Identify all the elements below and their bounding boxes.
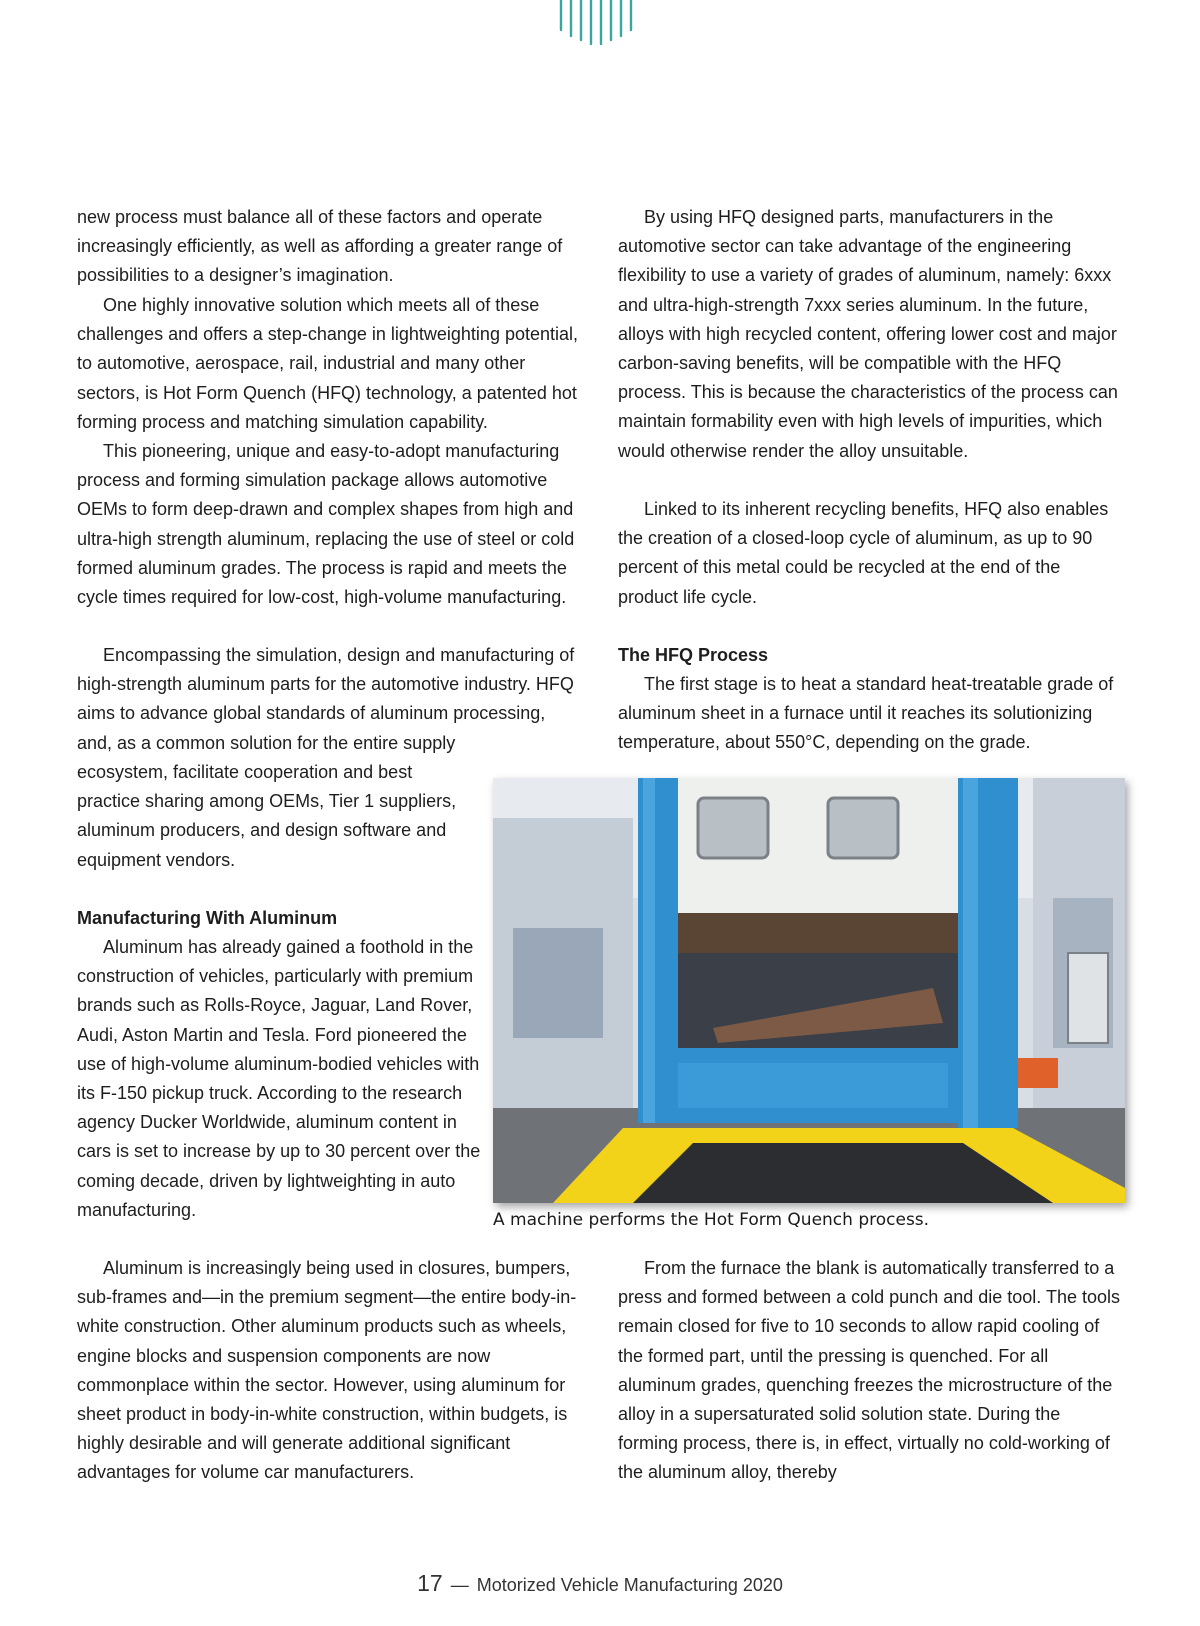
publication-title: Motorized Vehicle Manufacturing 2020 — [476, 1575, 783, 1595]
left-paragraph-4-continued: ecosystem, facilitate cooperation and best practice sharing among OEMs, Tier 1 suppliers, aluminum producers, and design software and equipment vendors. — [77, 762, 457, 870]
right-paragraph-1: By using HFQ designed parts, manufacturers in the automotive sector can take advantage of the engineering flexibility to use a variety of grades of aluminum, namely: 6xxx and ultra-high-strength 7xxx series aluminum. In the future, alloys with high recycled content, offering lower cost and major carbon-saving benefits, will be compatible with the HFQ process. This is because the characteristics of the process can maintain formability even with high levels of impurities, which would otherwise render the alloy unsuitable. — [618, 207, 1118, 461]
section-heading-manufacturing: Manufacturing With Aluminum — [77, 908, 338, 928]
left-paragraph-5: Aluminum has already gained a foothold in the construction of vehicles, particularly with premium brands such as Rolls-Royce, Jaguar, Land Rover, Audi, Aston Martin and Tesla. Ford pioneered the use of high-volume aluminum-bodied vehicles with its F-150 pickup truck. According to the research agency Ducker Worldwide, aluminum content in cars is set to increase by up to 30 percent over the coming decade, driven by lightweighting in auto manufacturing. — [77, 937, 481, 1220]
right-paragraph-3: The first stage is to heat a standard heat-treatable grade of aluminum sheet in a furnace until it reaches its solutionizing temperature, about 550°C, depending on the grade. — [618, 674, 1114, 753]
section-heading-hfq-process: The HFQ Process — [618, 645, 769, 665]
hfq-press-machine-photo — [493, 778, 1125, 1203]
page-footer — [0, 1570, 1200, 1597]
left-paragraph-2: One highly innovative solution which meets all of these challenges and offers a step-change in lightweighting potential, to automotive, aerospace, rail, industrial and many other sectors, is Hot Form Quench (HFQ) technology, a patented hot forming process and matching simulation capability. — [77, 295, 579, 432]
footer-separator: — — [450, 1575, 469, 1595]
left-paragraph-1: new process must balance all of these factors and operate increasingly efficiently, as well as affording a greater range of possibilities to a designer’s imagination. — [77, 207, 563, 286]
right-paragraph-4: From the furnace the blank is automatically transferred to a press and formed between a cold punch and die tool. The tools remain closed for five to 10 seconds to allow rapid cooling of the formed part, until the pressing is quenched. For all aluminum grades, quenching freezes the microstructure of the alloy in a supersaturated solid solution state. During the forming process, there is, in effect, virtually no cold-working of the aluminum alloy, thereby — [618, 1258, 1120, 1483]
right-paragraph-2: Linked to its inherent recycling benefits, HFQ also enables the creation of a closed-loop cycle of aluminum, as up to 90 percent of this metal could be recycled at the end of the product life cycle. — [618, 499, 1109, 607]
left-paragraph-4: Encompassing the simulation, design and manufacturing of high-strength aluminum parts for the automotive industry. HFQ aims to advance global standards of aluminum processing, and, as a common solution for the entire supply — [77, 645, 575, 753]
page-number: 17 — [417, 1570, 443, 1596]
left-paragraph-3: This pioneering, unique and easy-to-adopt manufacturing process and forming simulation package allows automotive OEMs to form deep-drawn and complex shapes from high and ultra-high strength aluminum, replacing the use of steel or cold formed aluminum grades. The process is rapid and meets the cycle times required for low-cost, high-volume manufacturing. — [77, 441, 575, 608]
header-line-ornament — [557, 0, 641, 46]
figure-caption: A machine performs the Hot Form Quench process. — [493, 1210, 930, 1230]
left-paragraph-6: Aluminum is increasingly being used in closures, bumpers, sub-frames and—in the premium segment—the entire body-in-white construction. Other aluminum products such as wheels, engine blocks and suspension components are now commonplace within the sector. However, using aluminum for sheet product in body-in-white construction, within budgets, is highly desirable and will generate additional significant advantages for volume car manufacturers. — [77, 1258, 577, 1483]
